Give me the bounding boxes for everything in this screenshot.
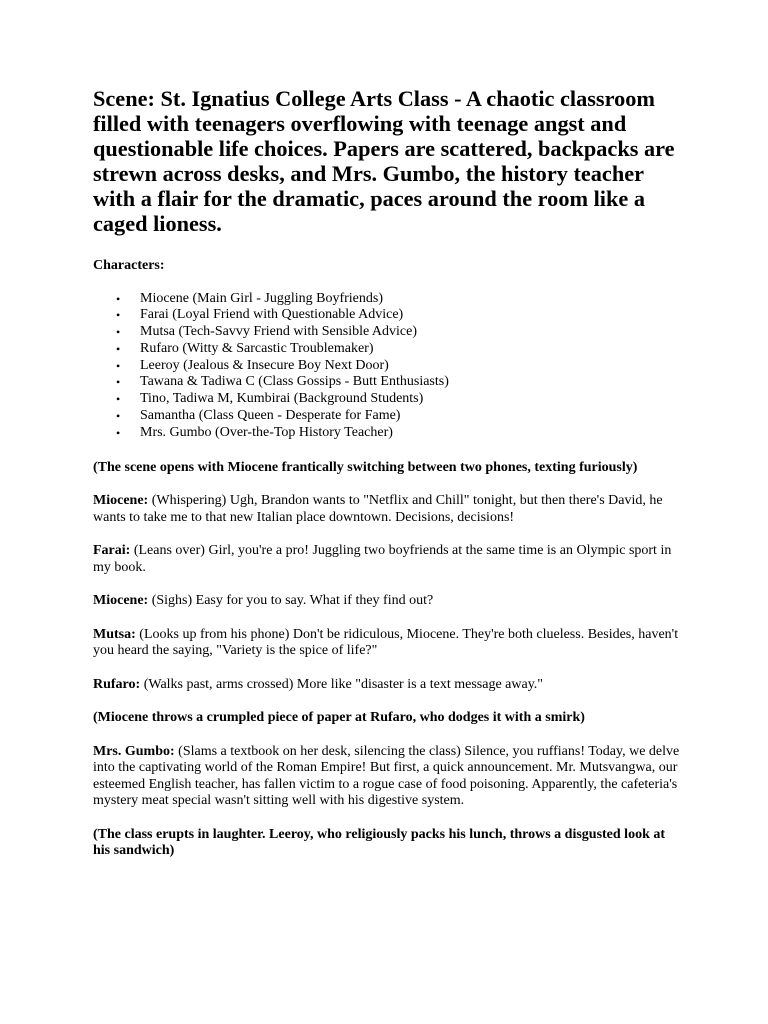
dialogue-line	[93, 543, 683, 576]
character-item	[116, 290, 683, 308]
character-item	[116, 307, 683, 324]
bullet-icon: •	[116, 341, 121, 356]
characters-heading: Characters:	[93, 258, 165, 273]
bullet-icon: •	[116, 392, 121, 407]
dialogue-line	[93, 744, 683, 810]
dialogue-text: (Whispering) Ugh, Brandon wants to "Netflix and Chill" tonight, but then there's David, he wants to take me to that new Italian place downtown. Decisions, decisions!	[93, 493, 663, 525]
speaker-name: Farai:	[93, 543, 131, 559]
dialogue-line	[93, 593, 683, 610]
character-text: Leeroy (Jealous & Insecure Boy Next Door)	[140, 357, 389, 373]
bullet-icon: •	[116, 375, 121, 390]
character-text: Mrs. Gumbo (Over-the-Top History Teacher)	[140, 424, 393, 440]
bullet-icon: •	[116, 291, 121, 306]
dialogue-line	[93, 627, 683, 660]
speaker-name: Miocene:	[93, 593, 149, 609]
dialogue-text: (Leans over) Girl, you're a pro! Juggling two boyfriends at the same time is an Olympic sport in my book.	[93, 543, 672, 575]
character-item	[116, 424, 683, 442]
dialogue-text: (Looks up from his phone) Don't be ridiculous, Miocene. They're both clueless. Besides, haven't you heard the saying, "Variety is the spice of life?"	[93, 626, 679, 659]
bullet-icon: •	[116, 358, 121, 373]
speaker-name: Miocene:	[93, 493, 149, 509]
character-text: Tino, Tadiwa M, Kumbirai (Background Students)	[140, 391, 424, 407]
character-item	[116, 374, 683, 391]
document-content	[93, 86, 683, 860]
bullet-icon: •	[116, 409, 121, 424]
dialogue-text: (Slams a textbook on her desk, silencing the class) Silence, you ruffians! Today, we delve into the captivating world of the Roman Empire! But first, a quick announcement. Mr. Mutsvangwa, our esteemed English teacher, has fallen victim to a rogue case of food poisoning. Apparently, the cafeteria's mystery meat special wasn't sitting well with his digestive system.	[93, 743, 680, 809]
dialogue-text: (Sighs) Easy for you to say. What if they find out?	[148, 593, 434, 609]
character-item	[116, 408, 683, 425]
stage-direction: (The scene opens with Miocene frantically switching between two phones, texting furiously)	[93, 459, 638, 475]
characters-list	[93, 291, 683, 442]
character-text: Mutsa (Tech-Savvy Friend with Sensible Advice)	[140, 324, 418, 340]
speaker-name: Mutsa:	[93, 626, 136, 642]
bullet-icon: •	[116, 308, 121, 323]
character-item	[116, 357, 683, 375]
character-text: Samantha (Class Queen - Desperate for Fame)	[140, 408, 401, 424]
character-text: Tawana & Tadiwa C (Class Gossips - Butt Enthusiasts)	[140, 374, 449, 390]
character-item	[116, 324, 683, 341]
scene-heading: Scene: St. Ignatius College Arts Class - A chaotic classroom filled with teenagers overflowing with teenage angst and questionable life choices. Papers are scattered, backpacks are strewn across desks, and Mrs. Gumbo, the history teacher with a flair for the dramatic, paces around the room like a caged lioness.	[93, 86, 675, 236]
script-body	[93, 460, 683, 860]
bullet-icon: •	[116, 325, 121, 340]
dialogue-text: (Walks past, arms crossed) More like "disaster is a text message away."	[140, 676, 544, 692]
speaker-name: Rufaro:	[93, 676, 141, 692]
character-text: Rufaro (Witty & Sarcastic Troublemaker)	[140, 340, 374, 356]
character-item	[116, 391, 683, 408]
character-text: Farai (Loyal Friend with Questionable Advice)	[140, 307, 404, 323]
dialogue-line	[93, 493, 683, 526]
speaker-name: Mrs. Gumbo:	[93, 743, 175, 759]
stage-direction: (The class erupts in laughter. Leeroy, who religiously packs his lunch, throws a disgusted look at his sandwich)	[93, 826, 666, 859]
bullet-icon: •	[116, 425, 121, 440]
stage-direction: (Miocene throws a crumpled piece of paper at Rufaro, who dodges it with a smirk)	[93, 710, 585, 726]
character-text: Miocene (Main Girl - Juggling Boyfriends)	[140, 290, 384, 306]
dialogue-line	[93, 677, 683, 694]
character-item	[116, 340, 683, 358]
